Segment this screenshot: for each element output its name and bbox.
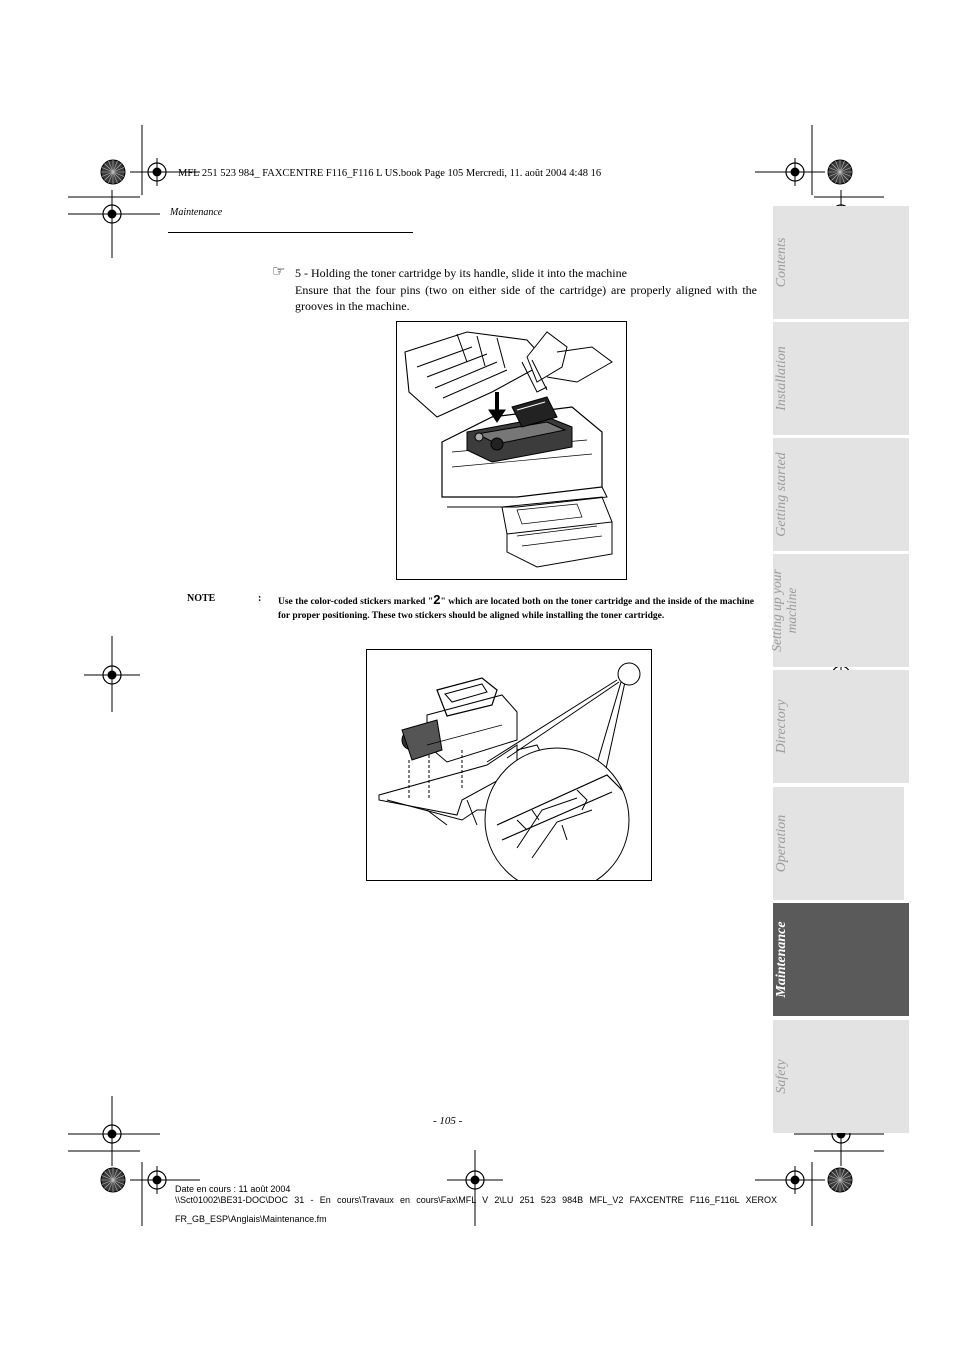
tab-label: Setting up your machine bbox=[769, 569, 799, 652]
tab-label: Safety bbox=[774, 1059, 789, 1094]
tab-label: Maintenance bbox=[774, 921, 789, 998]
tab-label: Contents bbox=[774, 237, 789, 288]
step-title: 5 - Holding the toner cartridge by its handle, slide it into the machine bbox=[295, 266, 627, 280]
note-text-before: Use the color-coded stickers marked " bbox=[278, 597, 434, 607]
sticker-marker: 2 bbox=[433, 592, 441, 607]
tab-contents[interactable] bbox=[773, 206, 909, 319]
tab-label: Installation bbox=[774, 346, 789, 411]
footer-file-name: FR_GB_ESP\Anglais\Maintenance.fm bbox=[175, 1214, 327, 1224]
note-label: NOTE bbox=[187, 593, 216, 604]
sticker-alignment-illustration bbox=[366, 649, 652, 881]
page-number: - 105 - bbox=[433, 1115, 463, 1127]
tab-maintenance[interactable] bbox=[773, 903, 909, 1016]
step-description: Ensure that the four pins (two on either side of the cartridge) are properly aligned with the grooves in the machine. bbox=[295, 283, 757, 313]
note-text bbox=[278, 593, 754, 623]
tab-operation[interactable] bbox=[773, 787, 904, 900]
tab-installation[interactable] bbox=[773, 322, 909, 435]
tab-directory[interactable] bbox=[773, 670, 909, 783]
header-rule bbox=[168, 232, 413, 233]
toner-insertion-illustration bbox=[396, 321, 627, 580]
footer-date: Date en cours : 11 août 2004 bbox=[175, 1184, 291, 1194]
note-text-after: " which are located both on the toner cartridge and the inside of the machine for proper positioning. These two stickers should be aligned while installing the toner cartridge. bbox=[278, 597, 754, 621]
section-title: Maintenance bbox=[170, 207, 223, 218]
tab-label: Getting started bbox=[774, 452, 789, 537]
tab-label: Operation bbox=[774, 814, 789, 873]
tab-safety[interactable] bbox=[773, 1020, 909, 1133]
note-colon: : bbox=[258, 593, 262, 604]
pointing-hand-icon: ☞ bbox=[272, 264, 286, 280]
tab-label: Directory bbox=[774, 699, 789, 754]
footer-file-path: \\Sct01002\BE31-DOC\DOC 31 - En cours\Travaux en cours\Fax\MFL V 2\LU 251 523 984B MFL_V2 FAXCENTRE F116_F116L XEROX bbox=[175, 1195, 777, 1205]
book-header-info: MFL 251 523 984_ FAXCENTRE F116_F116 L US.book Page 105 Mercredi, 11. août 2004 4:48 16 bbox=[178, 168, 602, 179]
tab-getting-started[interactable] bbox=[773, 438, 909, 551]
tab-setting-up[interactable] bbox=[769, 554, 909, 667]
